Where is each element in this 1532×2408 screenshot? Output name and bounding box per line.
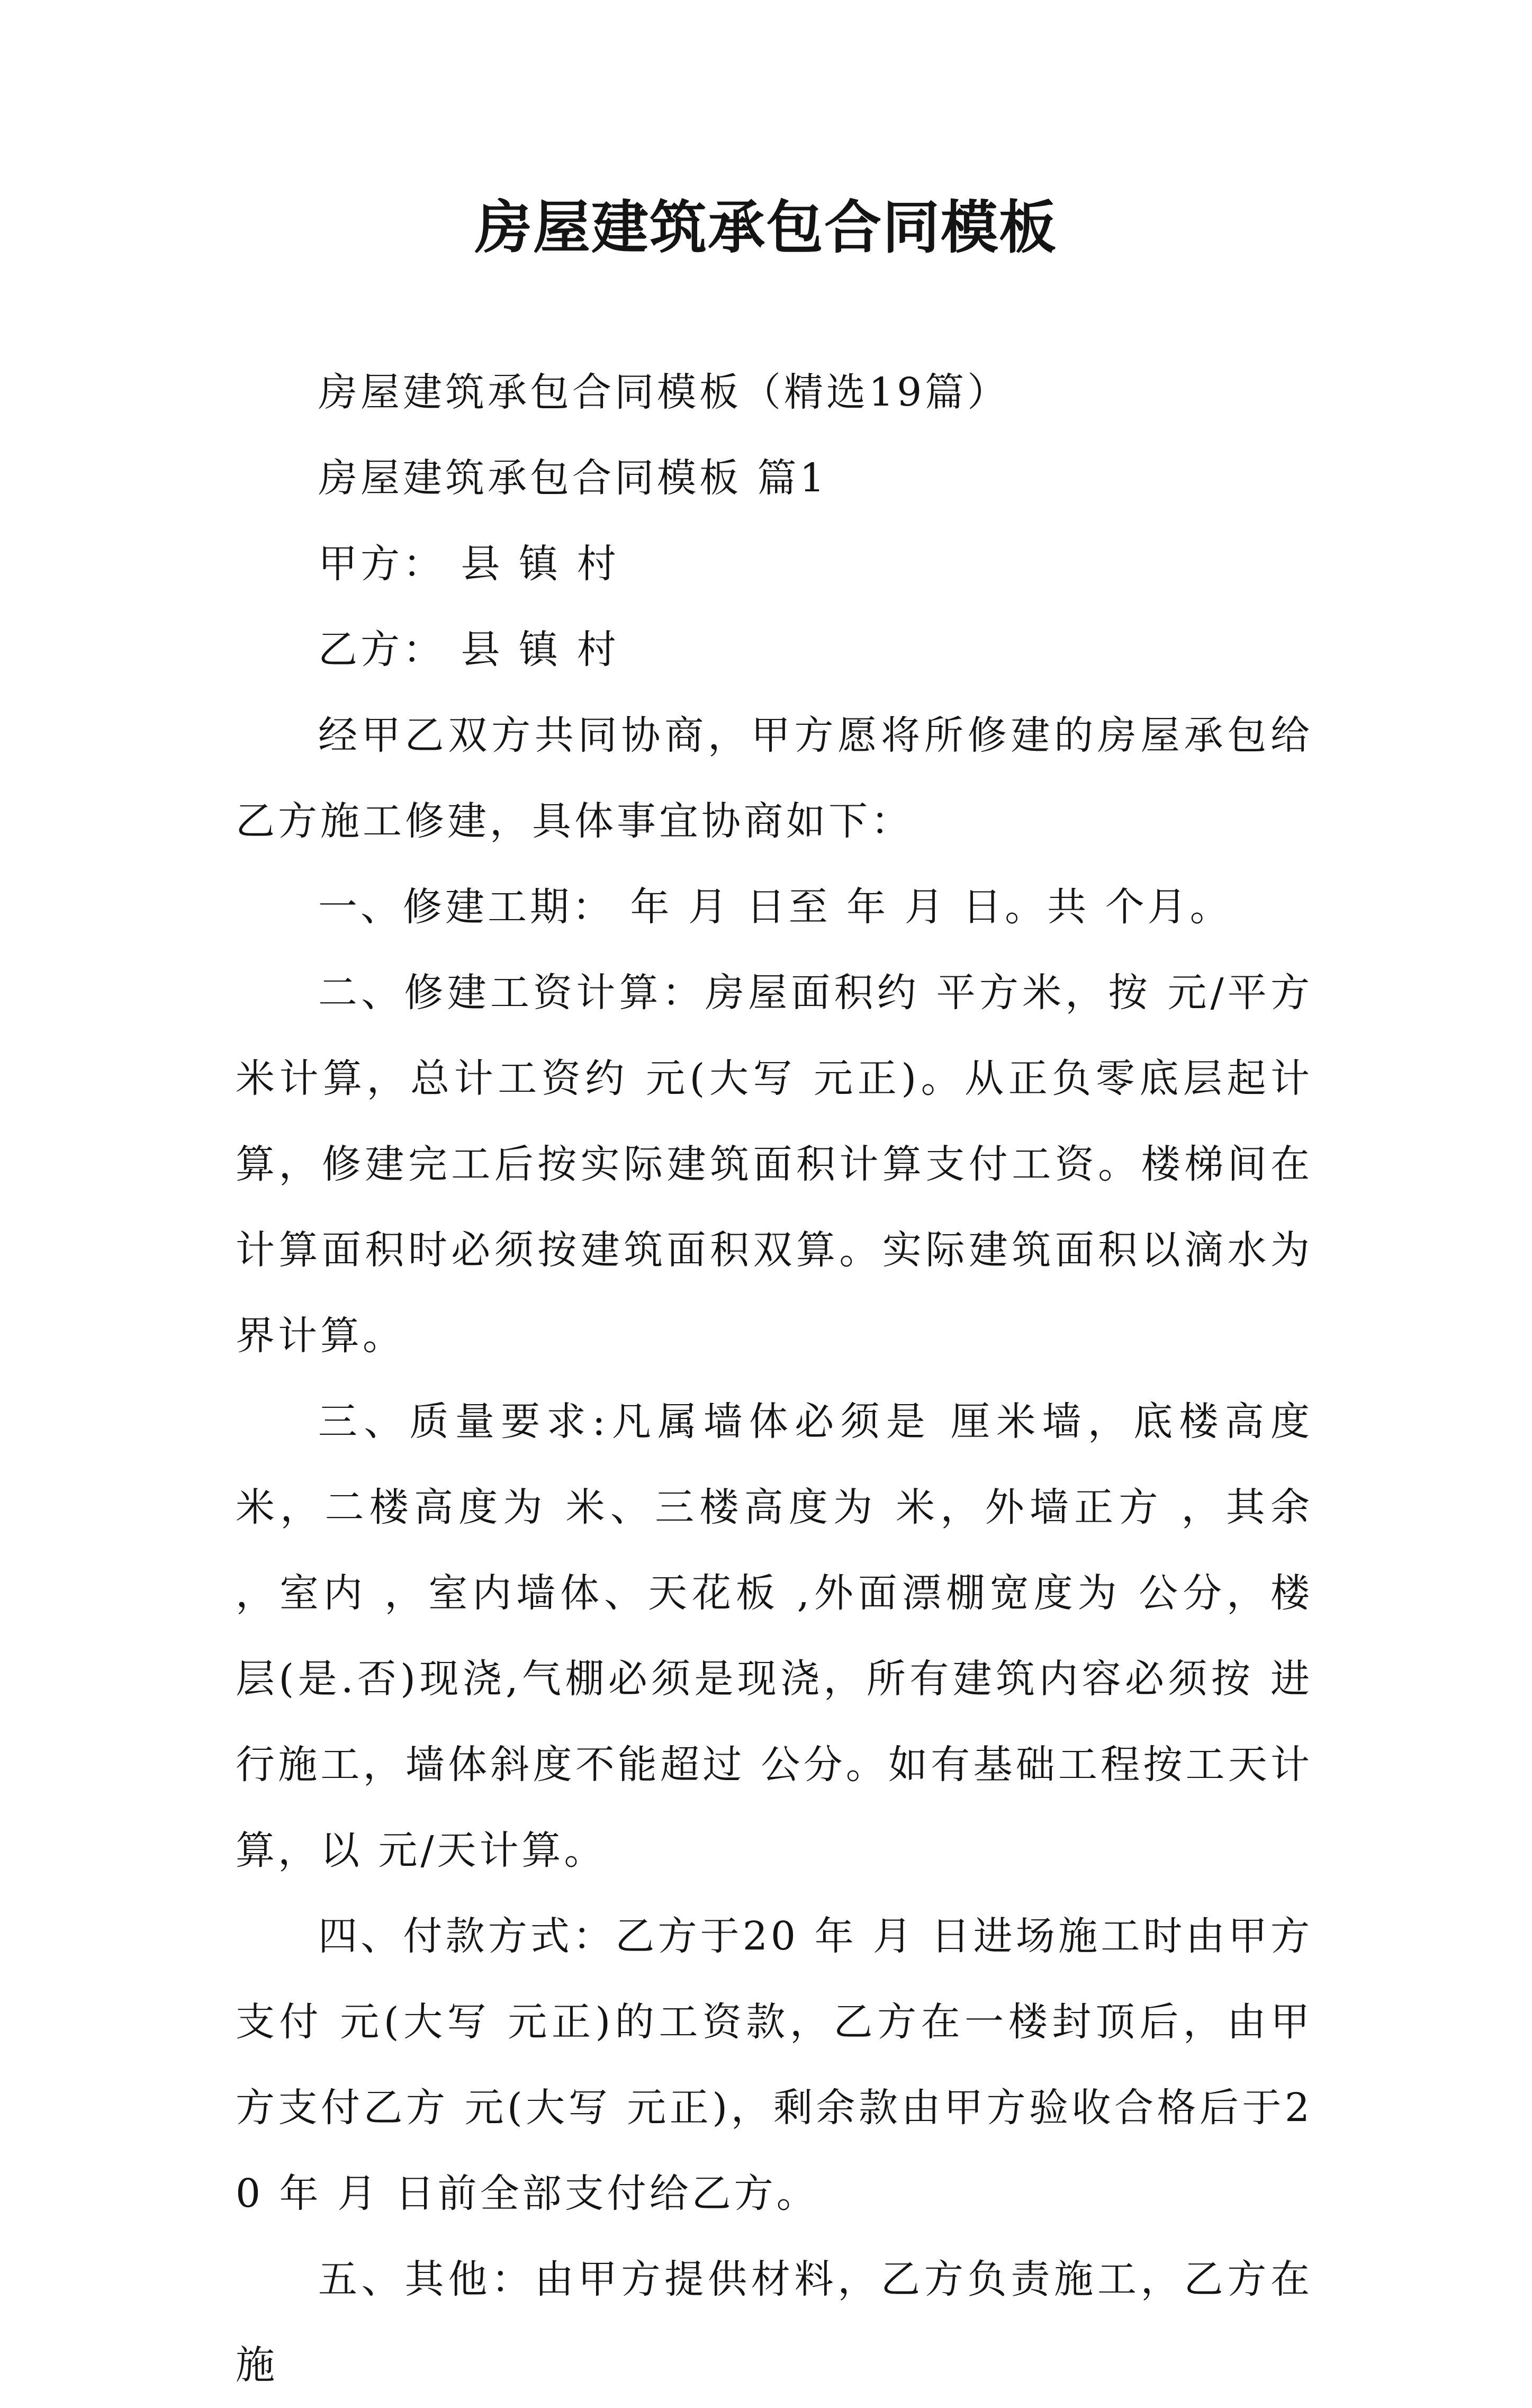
document-body — [236, 349, 1313, 2408]
paragraph-intro: 经甲乙双方共同协商，甲方愿将所修建的房屋承包给乙方施工修建，具体事宜协商如下： — [236, 713, 1313, 844]
paragraph-section-heading: 房屋建筑承包合同模板 篇1 — [318, 455, 828, 501]
paragraph-party-a: 甲方： 县 镇 村 — [318, 541, 619, 587]
paragraph-subtitle: 房屋建筑承包合同模板（精选19篇） — [318, 370, 1010, 415]
paragraph-clause-5: 五、其他：由甲方提供材料，乙方负责施工，乙方在施 — [236, 2257, 1313, 2388]
paragraph-party-b: 乙方： 县 镇 村 — [318, 627, 619, 672]
paragraph-clause-3: 三、质量要求:凡属墙体必须是 厘米墙，底楼高度 米，二楼高度为 米、三楼高度为 米，外墙正方 ，其余 ，室内 ，室内墙体、天花板 ,外面漂棚宽度为 公分，楼层(是.否)现浇,气棚必须是现浇，所有建筑内容必须按 进行施工，墙体斜度不能超过 公分。如有基础工程按工天计算，以 元/天计算。 — [236, 1399, 1313, 1873]
paragraph-clause-2: 二、修建工资计算：房屋面积约 平方米，按 元/平方米计算，总计工资约 元(大写 元正)。从正负零底层起计算，修建完工后按实际建筑面积计算支付工资。楼梯间在计算面积时必须按建筑面积双算。实际建筑面积以滴水为界计算。 — [236, 970, 1313, 1359]
document-title: 房屋建筑承包合同模板 — [474, 194, 1057, 261]
paragraph-clause-1: 一、修建工期： 年 月 日至 年 月 日。共 个月。 — [318, 884, 1232, 930]
paragraph-clause-4: 四、付款方式：乙方于20 年 月 日进场施工时由甲方支付 元(大写 元正)的工资款，乙方在一楼封顶后，由甲方支付乙方 元(大写 元正)，剩余款由甲方验收合格后于20 年 月 日前全部支付给乙方。 — [236, 1913, 1313, 2216]
